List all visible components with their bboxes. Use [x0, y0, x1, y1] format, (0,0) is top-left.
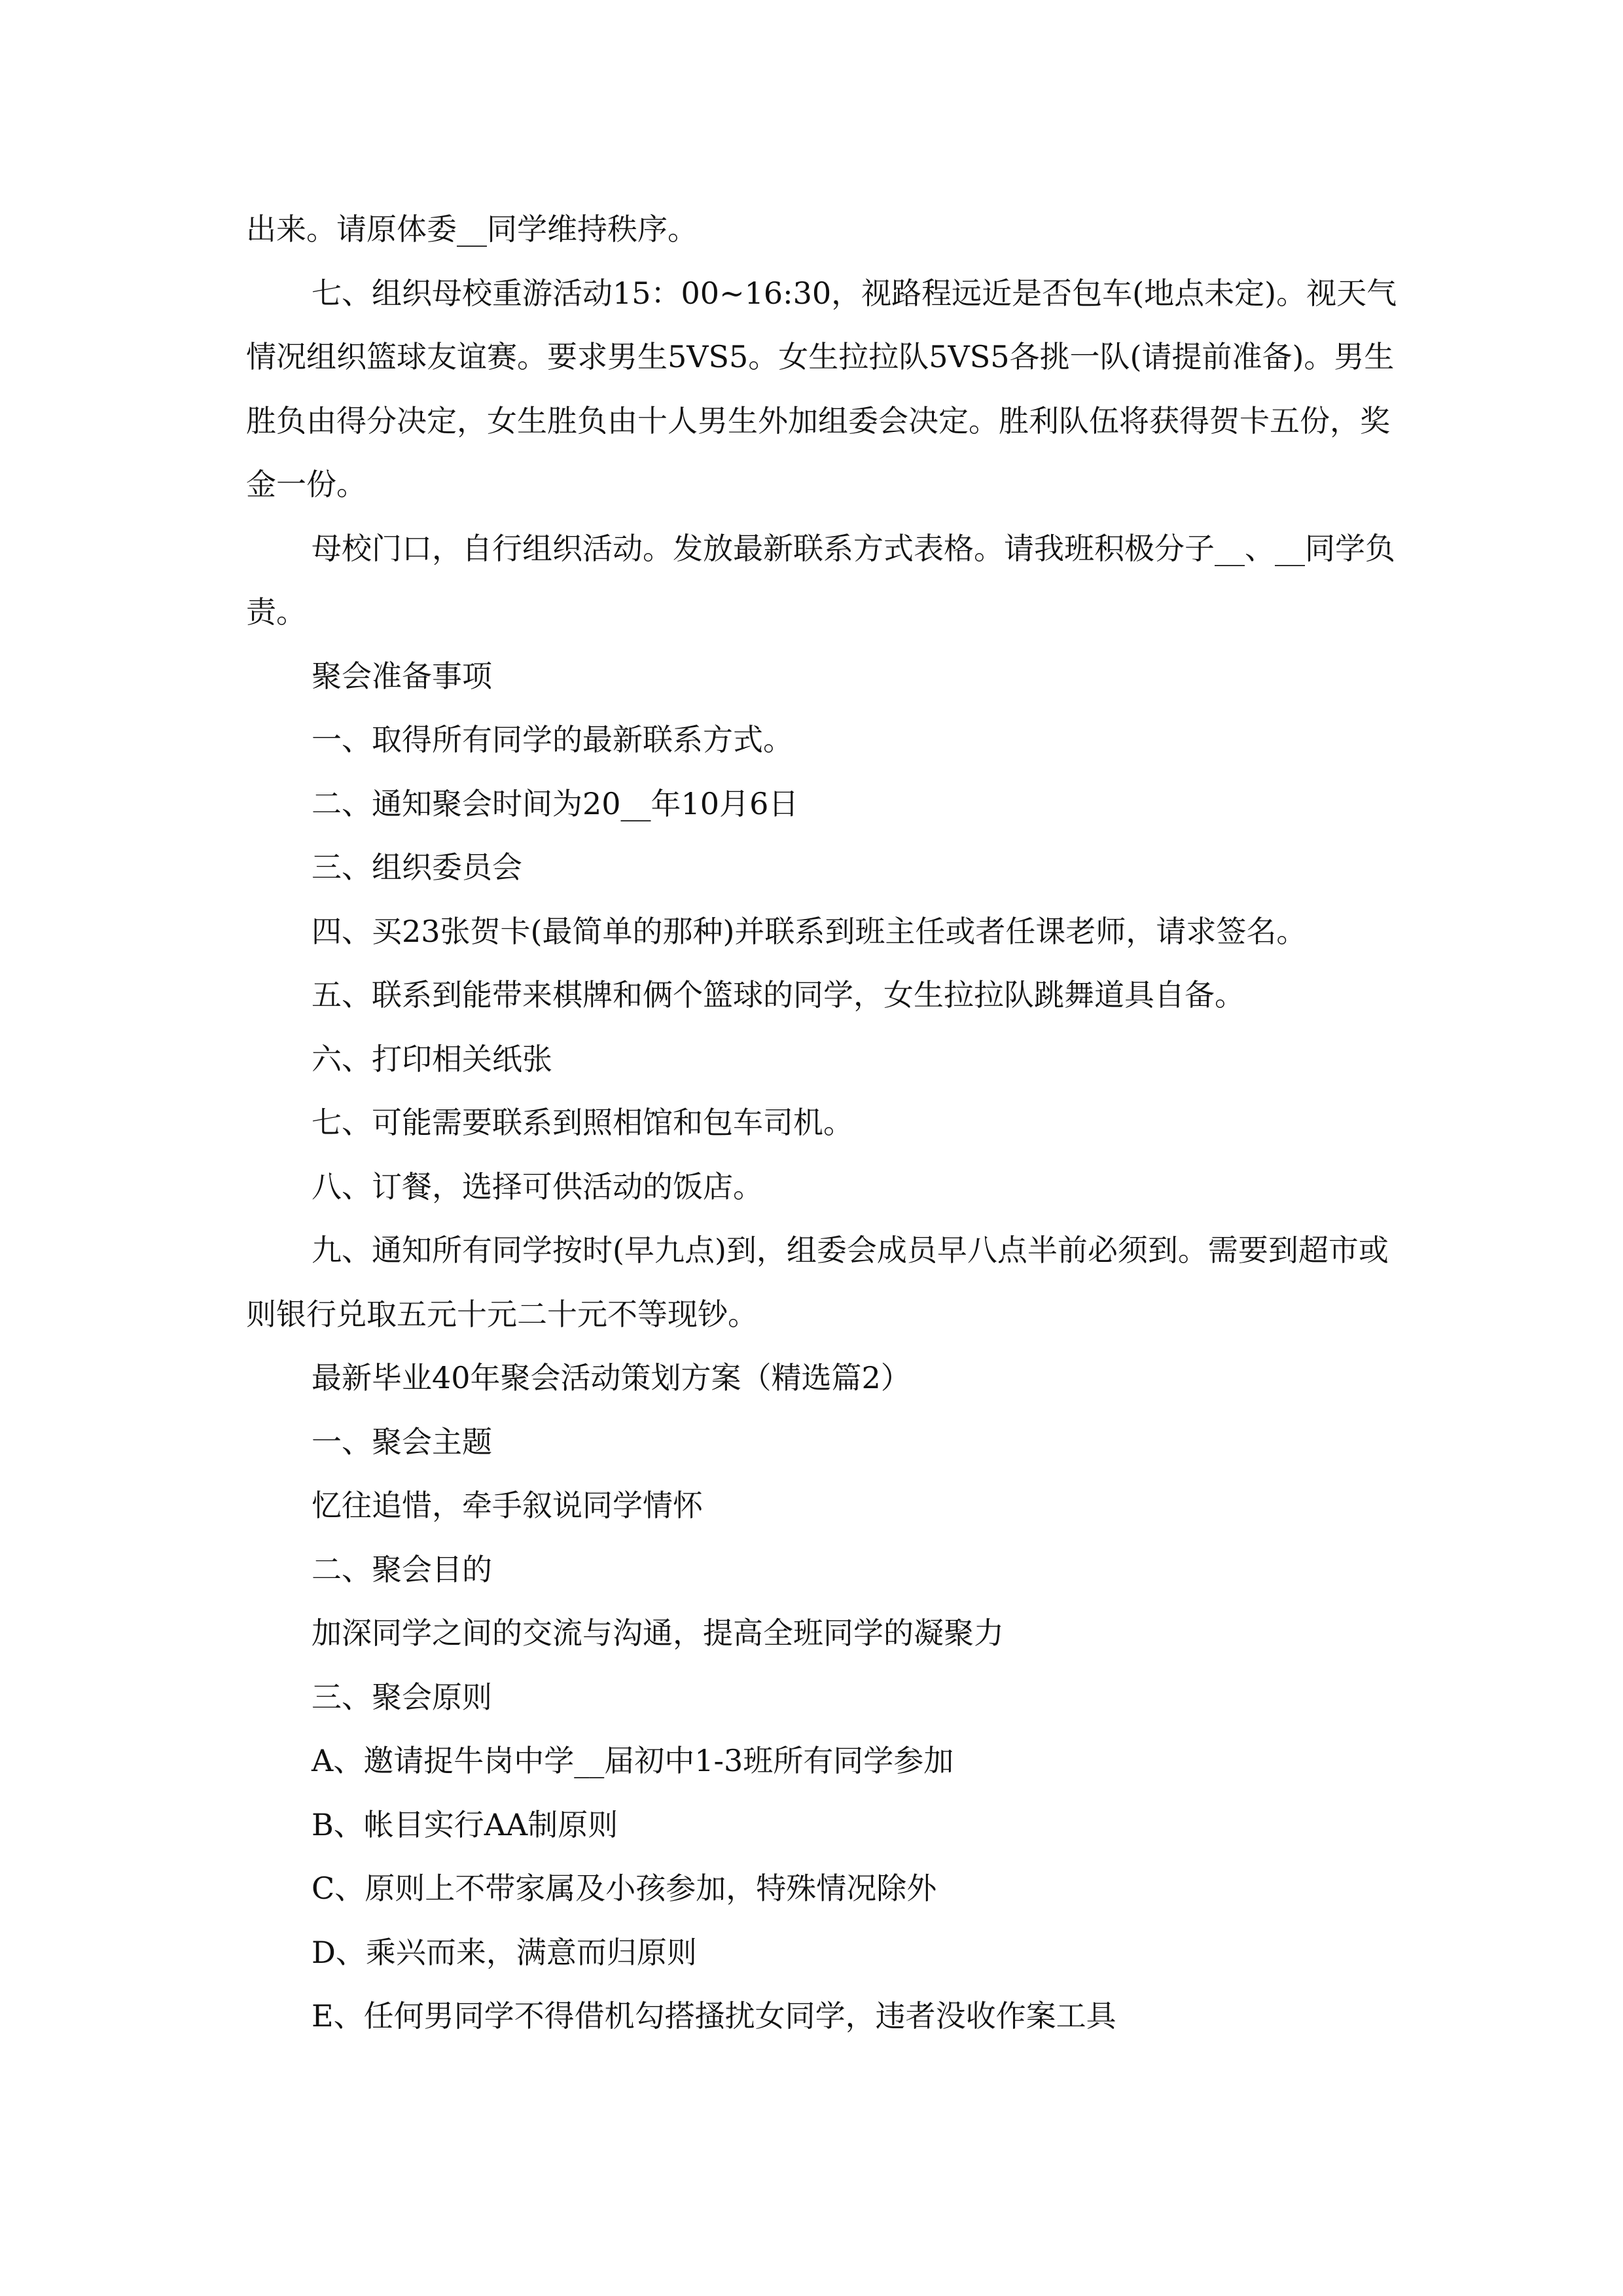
list-item: 二、通知聚会时间为20__年10月6日	[312, 785, 799, 821]
list-item: 八、订餐，选择可供活动的饭店。	[312, 1168, 763, 1204]
list-item: 四、买23张贺卡(最简单的那种)并联系到班主任或者任课老师，请求签名。	[312, 913, 1307, 949]
paragraph: 忆往追惜，牵手叙说同学情怀	[312, 1488, 703, 1523]
list-item: 九、通知所有同学按时(早九点)到，组委会成员早八点半前必须到。需要到超市或则银行兑取五元十元二十元不等现钞。	[246, 1232, 1389, 1332]
list-item: 六、打印相关纸张	[312, 1041, 552, 1077]
section-title: 最新毕业40年聚会活动策划方案（精选篇2）	[312, 1360, 911, 1395]
section-heading: 聚会准备事项	[312, 658, 492, 694]
paragraph: 加深同学之间的交流与沟通，提高全班同学的凝聚力	[312, 1615, 1004, 1651]
list-item: C、原则上不带家属及小孩参加，特殊情况除外	[312, 1871, 937, 1906]
section-heading: 三、聚会原则	[312, 1679, 492, 1715]
paragraph: 出来。请原体委__同学维持秩序。	[246, 211, 698, 247]
paragraph: 母校门口，自行组织活动。发放最新联系方式表格。请我班积极分子__、__同学负责。	[246, 530, 1395, 630]
list-item: 一、取得所有同学的最新联系方式。	[312, 722, 793, 757]
section-heading: 二、聚会目的	[312, 1551, 492, 1587]
section-heading: 一、聚会主题	[312, 1424, 492, 1460]
document-body	[246, 198, 1398, 2049]
list-item: A、邀请捉牛岗中学__届初中1-3班所有同学参加	[312, 1743, 954, 1778]
list-item: 五、联系到能带来棋牌和俩个篮球的同学，女生拉拉队跳舞道具自备。	[312, 977, 1245, 1013]
list-item: D、乘兴而来，满意而归原则	[312, 1934, 697, 1970]
list-item: 三、组织委员会	[312, 850, 522, 885]
list-item: B、帐目实行AA制原则	[312, 1806, 618, 1842]
list-item: E、任何男同学不得借机勾搭搔扰女同学，违者没收作案工具	[312, 1998, 1116, 2034]
paragraph: 七、组织母校重游活动15：00~16:30，视路程远近是否包车(地点未定)。视天气情况组织篮球友谊赛。要求男生5VS5。女生拉拉队5VS5各挑一队(请提前准备)。男生胜负由得分决定，女生胜负由十人男生外加组委会决定。胜利队伍将获得贺卡五份，奖金一份。	[246, 275, 1397, 502]
list-item: 七、可能需要联系到照相馆和包车司机。	[312, 1105, 853, 1140]
